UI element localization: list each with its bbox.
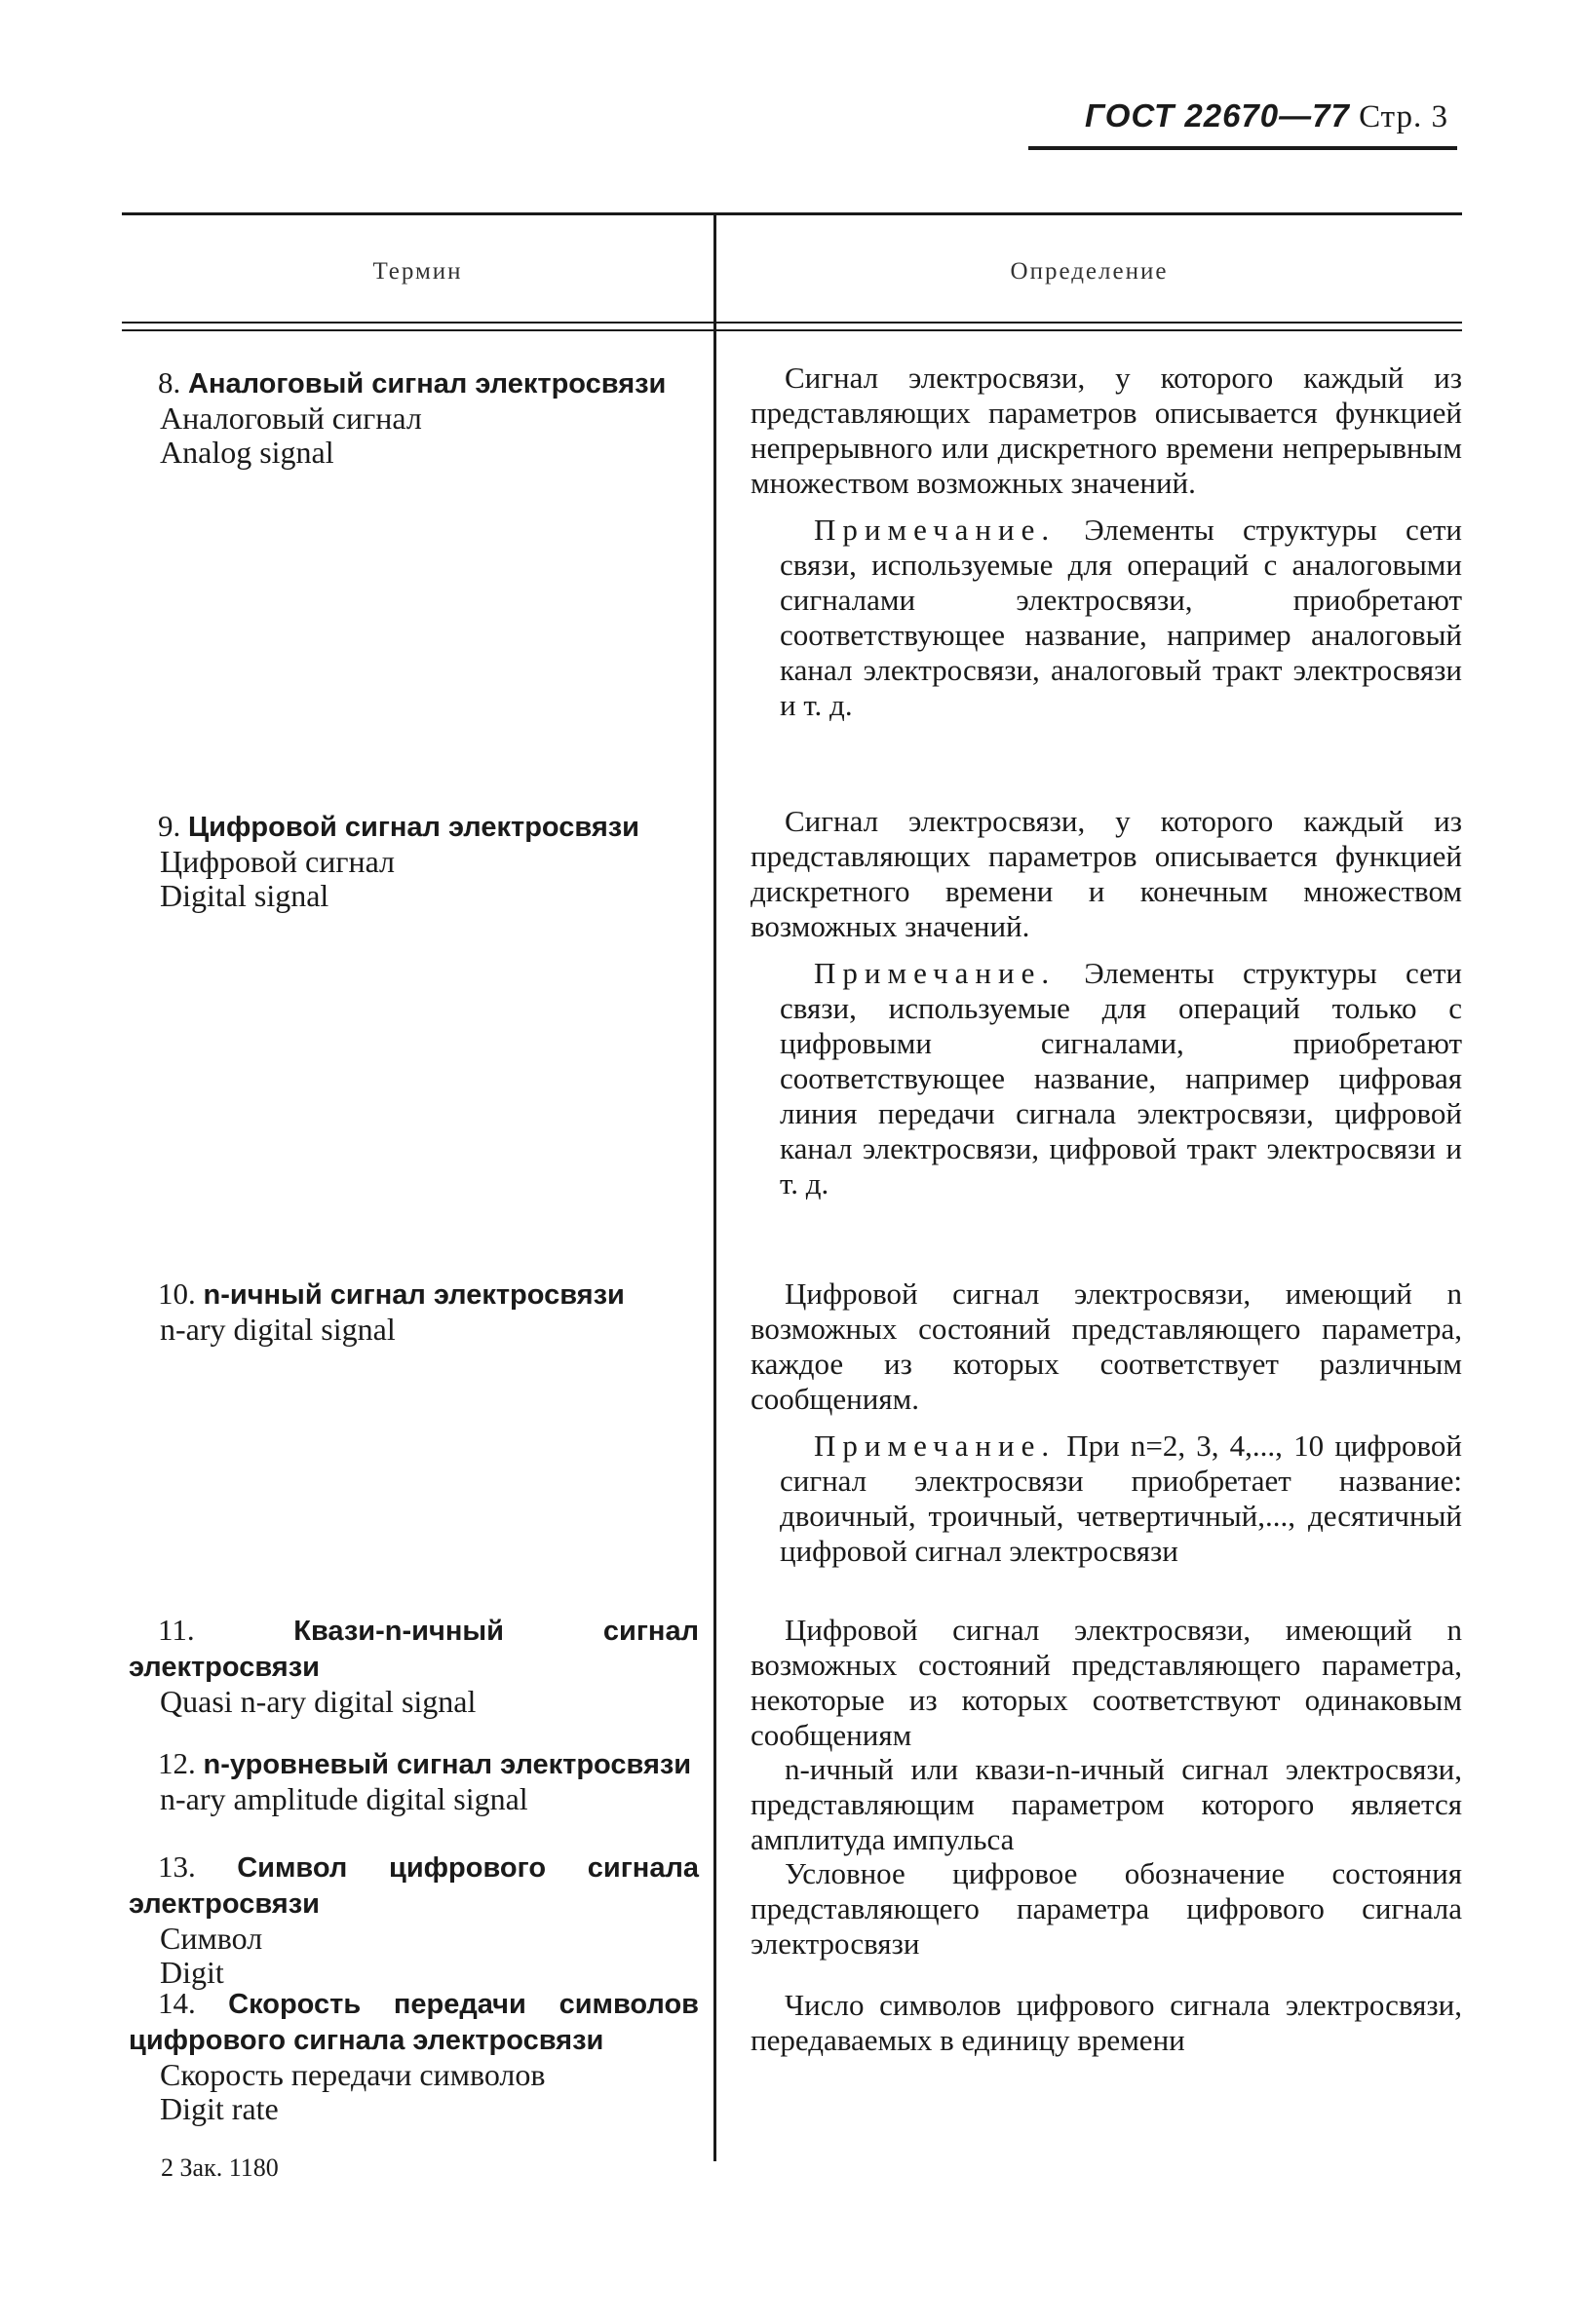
term-cell <box>129 1986 699 2126</box>
term-number: 10. <box>158 1276 196 1311</box>
term-synonym: Символ <box>160 1921 263 1956</box>
term-cell <box>129 1613 699 1719</box>
term-name: n-ичный сигнал электросвязи <box>203 1279 625 1311</box>
note-label: Примечание. <box>814 513 1057 547</box>
term-cell <box>129 365 699 470</box>
term-title <box>129 1849 699 1922</box>
definition-text: n-ичный или квази-n-ичный сигнал электросвязи, представляющим параметром которого является амплитуда импульса <box>751 1752 1462 1856</box>
definition-cell <box>751 1988 1462 2058</box>
term-number: 8. <box>158 365 181 400</box>
definition-text: Цифровой сигнал электросвязи, имеющий n возможных состояний представляющего параметра, каждое из которых соответствует различным сообщениям. <box>751 1276 1462 1416</box>
term-cell <box>129 1849 699 1990</box>
term-name: Символ цифрового сигнала электросвязи <box>129 1852 699 1920</box>
term-number: 11. <box>158 1613 195 1647</box>
definition-cell <box>751 361 1462 723</box>
term-name: Цифровой сигнал электросвязи <box>188 812 639 843</box>
term-cell <box>129 809 699 913</box>
term-title <box>129 809 699 845</box>
note-text: Элементы структуры сети связи, используемые для операций только с цифровыми сигналами, приобретают соответствующее название, например цифровая линия передачи сигнала электросвязи, цифровой канал электросвязи, цифровой тракт электросвязи и т. д. <box>780 956 1462 1200</box>
term-title <box>129 1276 699 1313</box>
header-underline <box>1028 146 1457 150</box>
term-synonym: Цифровой сигнал <box>160 844 396 879</box>
definition-cell <box>751 1613 1462 1753</box>
term-name: Аналоговый сигнал электросвязи <box>188 368 667 400</box>
print-order-footer: 2 Зак. 1180 <box>161 2153 279 2182</box>
term-synonym: Quasi n-ary digital signal <box>160 1684 477 1719</box>
term-synonym: Digit <box>160 1955 224 1990</box>
term-cell <box>129 1276 699 1347</box>
term-synonym: Digit rate <box>160 2091 279 2126</box>
note-text: При n=2, 3, 4,..., 10 цифровой сигнал электросвязи приобретает название: двоичный, троичный, четвертичный,..., десятичный цифровой сигнал электросвязи <box>780 1429 1463 1568</box>
term-title <box>129 1986 699 2058</box>
definition-cell <box>751 1856 1462 1962</box>
definition-text: Сигнал электросвязи, у которого каждый из представляющих параметров описывается функцией дискретного времени и конечным множеством возможных значений. <box>751 804 1462 943</box>
column-header-term: Термин <box>372 258 463 285</box>
definition-note <box>780 956 1462 1201</box>
page-header <box>1085 97 1448 135</box>
term-title <box>129 1613 699 1685</box>
term-name: Квази-n-ичный сигнал электросвязи <box>129 1616 699 1683</box>
term-synonym: Analog signal <box>160 435 334 470</box>
term-name: n-уровневый сигнал электросвязи <box>203 1749 692 1780</box>
column-divider <box>713 212 716 2161</box>
definition-text: Число символов цифрового сигнала электросвязи, передаваемых в единицу времени <box>751 1988 1462 2057</box>
term-number: 12. <box>158 1746 196 1780</box>
note-label: Примечание. <box>814 956 1057 990</box>
definition-cell <box>751 1276 1462 1569</box>
term-title <box>129 365 699 401</box>
note-text: Элементы структуры сети связи, используемые для операций с аналоговыми сигналами электросвязи, приобретают соответствующее название, например аналоговый канал электросвязи, аналоговый тракт электросвязи и т. д. <box>780 513 1462 722</box>
term-title <box>129 1746 699 1782</box>
term-synonym: Digital signal <box>160 878 329 913</box>
term-synonym: n-ary amplitude digital signal <box>160 1781 528 1816</box>
definition-note <box>780 1429 1462 1569</box>
term-synonym: Скорость передачи символов <box>160 2057 546 2092</box>
standard-number: ГОСТ 22670—77 <box>1084 97 1350 133</box>
definition-text: Условное цифровое обозначение состояния представляющего параметра цифрового сигнала электросвязи <box>751 1856 1462 1961</box>
column-header-definition: Определение <box>1010 258 1169 285</box>
definition-text: Цифровой сигнал электросвязи, имеющий n возможных состояний представляющего параметра, некоторые из которых соответствуют одинаковым сообщениям <box>751 1613 1462 1752</box>
table-top-rule <box>122 212 1462 215</box>
table-header-rule <box>122 329 1462 331</box>
term-name: Скорость передачи символов цифрового сигнала электросвязи <box>129 1989 699 2056</box>
note-label: Примечание. <box>814 1429 1057 1463</box>
definition-text: Сигнал электросвязи, у которого каждый из представляющих параметров описывается функцией непрерывного или дискретного времени непрерывным множеством возможных значений. <box>751 361 1462 500</box>
term-number: 9. <box>158 809 181 843</box>
table-header-rule <box>122 322 1462 324</box>
term-number: 13. <box>158 1849 196 1884</box>
definition-cell <box>751 804 1462 1201</box>
term-cell <box>129 1746 699 1816</box>
term-synonym: n-ary digital signal <box>160 1312 396 1347</box>
term-synonym: Аналоговый сигнал <box>160 400 422 436</box>
definition-cell <box>751 1752 1462 1857</box>
page-number: Стр. 3 <box>1359 99 1448 134</box>
term-number: 14. <box>158 1986 196 2020</box>
definition-note <box>780 513 1462 723</box>
